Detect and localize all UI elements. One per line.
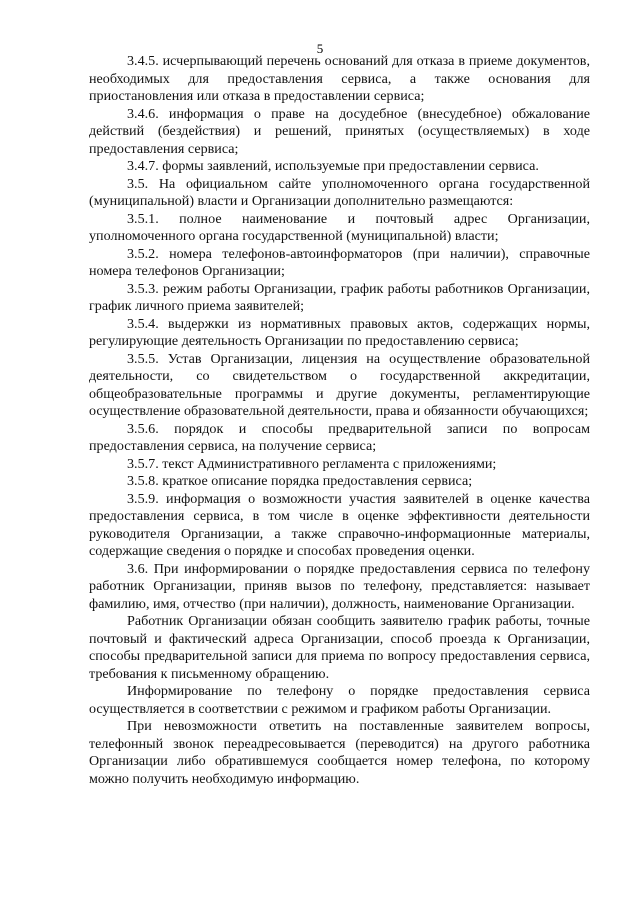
paragraph-3-5-8: 3.5.8. краткое описание порядка предоставления сервиса; <box>127 473 473 489</box>
paragraph-3-4-5: 3.4.5. исчерпывающий перечень оснований для отказа в приеме документов, необходимых для предоставления сервиса, а также основания для приостановления или отказа в предоставлении сервиса; <box>89 53 590 104</box>
paragraph-3-5-7: 3.5.7. текст Административного регламента с приложениями; <box>127 455 497 472</box>
paragraph-3-4-6: 3.4.6. информация о праве на досудебное (внесудебное) обжалование действий (бездействия) и решений, принятых (осуществляемых) в ходе предоставления сервиса; <box>89 105 590 157</box>
page-number: 5 <box>316 41 324 56</box>
paragraph-call-redirect: При невозможности ответить на поставленные заявителем вопросы, телефонный звонок переадресовывается (переводится) на другого работника Организации либо обратившемуся сообщается номер телефона, по которому можно получить необходимую информацию. <box>89 718 590 787</box>
paragraph-3-6: 3.6. При информировании о порядке предоставления сервиса по телефону работник Организации, приняв вызов по телефону, представляется: называет фамилию, имя, отчество (при наличии), должность, наименование Организации. <box>89 560 590 612</box>
body-text <box>89 53 590 788</box>
paragraph-3-5-2: 3.5.2. номера телефонов-автоинформаторов (при наличии), справочные номера телефонов Организации; <box>89 245 590 279</box>
paragraph-3-5-6: 3.5.6. порядок и способы предварительной записи по вопросам предоставления сервиса, на получение сервиса; <box>89 420 590 454</box>
paragraph-3-5-4: 3.5.4. выдержки из нормативных правовых актов, содержащих нормы, регулирующие деятельность Организации по предоставлению сервиса; <box>89 315 590 349</box>
paragraph-phone-info: Информирование по телефону о порядке предоставления сервиса осуществляется в соответствии с режимом и графиком работы Организации. <box>89 683 590 717</box>
paragraph-3-5-9: 3.5.9. информация о возможности участия заявителей в оценке качества предоставления сервиса, в том числе в оценке эффективности деятельности руководителя Организации, а также справочно-информационные материалы, содержащие сведения о порядке и способах проведения оценки. <box>89 490 590 559</box>
paragraph-3-5-1: 3.5.1. полное наименование и почтовый адрес Организации, уполномоченного органа государственной (муниципальной) власти; <box>89 210 590 244</box>
paragraph-3-4-7: 3.4.7. формы заявлений, используемые при предоставлении сервиса. <box>127 158 539 174</box>
paragraph-3-5: 3.5. На официальном сайте уполномоченного органа государственной (муниципальной) власти и Организации дополнительно размещаются: <box>89 175 590 209</box>
paragraph-3-5-3: 3.5.3. режим работы Организации, график работы работников Организации, график личного приема заявителей; <box>89 280 590 314</box>
paragraph-worker-duty: Работник Организации обязан сообщить заявителю график работы, точные почтовый и фактический адреса Организации, способ проезда к Организации, способы предварительной записи для приема по вопросу предоставления сервиса, требования к письменному обращению. <box>89 613 590 682</box>
paragraph-3-5-5: 3.5.5. Устав Организации, лицензия на осуществление образовательной деятельности, со свидетельством о государственной аккредитации, общеобразовательные программы и другие документы, регламентирующие осуществление образовательной деятельности, права и обязанности обучающихся; <box>89 350 590 419</box>
